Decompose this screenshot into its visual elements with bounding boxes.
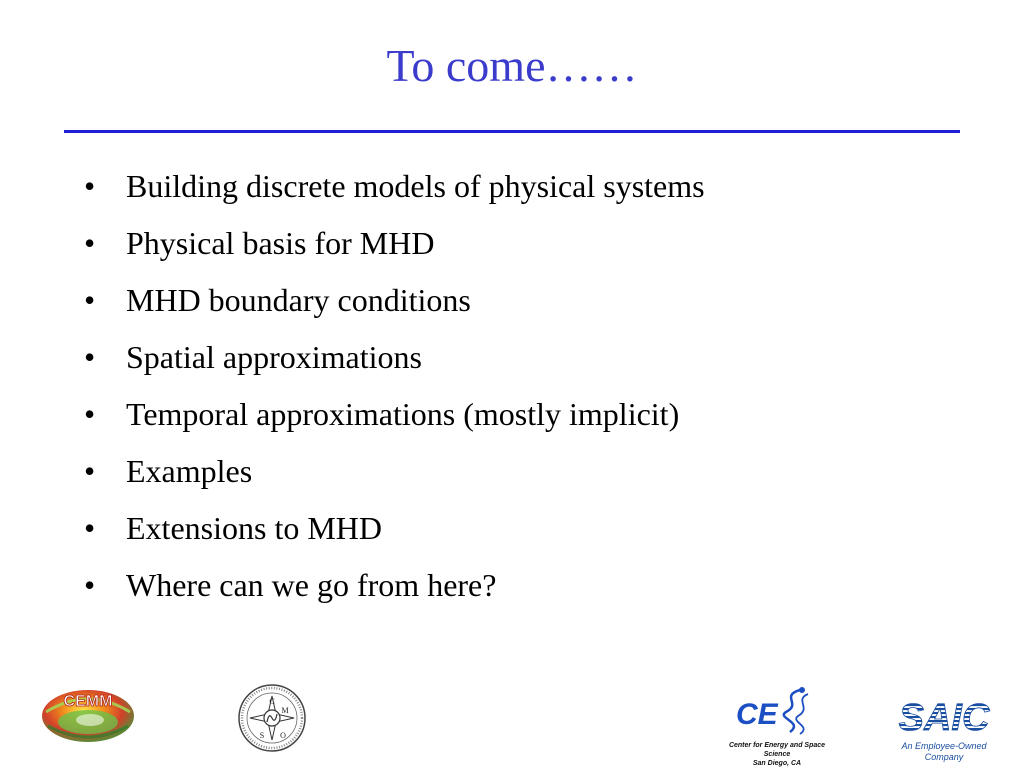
saic-logo-mark	[888, 696, 1000, 736]
cemm-logo	[38, 682, 138, 746]
bullet-text: Building discrete models of physical systems	[126, 168, 705, 204]
cmso-letter-o: O	[280, 731, 286, 740]
bullet-marker: •	[84, 339, 96, 375]
title-divider	[64, 130, 960, 133]
bullet-list	[84, 158, 964, 614]
bullet-text: Temporal approximations (mostly implicit)	[126, 396, 680, 432]
bullet-marker: •	[84, 567, 96, 603]
cmso-letter-s: S	[259, 731, 265, 740]
bullet-text: Extensions to MHD	[126, 510, 382, 546]
list-item	[84, 386, 964, 443]
bullet-marker: •	[84, 168, 96, 204]
list-item	[84, 443, 964, 500]
slide-title: To come……	[386, 40, 638, 91]
list-item	[84, 215, 964, 272]
list-item	[84, 557, 964, 614]
bullet-marker: •	[84, 282, 96, 318]
cess-logo-mark	[716, 684, 838, 736]
cess-caption-line1: Center for Energy and Space Science	[728, 742, 826, 758]
cess-logo-letters: CE	[736, 698, 778, 731]
bullet-marker: •	[84, 453, 96, 489]
bullet-marker: •	[84, 396, 96, 432]
list-item	[84, 158, 964, 215]
saic-logo-letters: SAIC	[898, 697, 990, 736]
bullet-text: Physical basis for MHD	[126, 225, 435, 261]
saic-logo	[888, 696, 1000, 762]
saic-tagline: An Employee-Owned Company	[901, 741, 987, 762]
bullet-marker: •	[84, 225, 96, 261]
list-item	[84, 329, 964, 386]
list-item	[84, 272, 964, 329]
list-item	[84, 500, 964, 557]
cess-caption-line2: San Diego, CA	[752, 760, 802, 767]
bullet-text: Where can we go from here?	[126, 567, 497, 603]
bullet-text: MHD boundary conditions	[126, 282, 471, 318]
bullet-text: Spatial approximations	[126, 339, 422, 375]
cmso-letter-c: C	[269, 697, 275, 706]
cess-logo	[716, 684, 838, 767]
bullet-text: Examples	[126, 453, 253, 489]
bullet-marker: •	[84, 510, 96, 546]
cemm-logo-text: CEMM	[63, 693, 113, 710]
cmso-seal-logo	[236, 682, 308, 754]
cmso-letter-m: M	[281, 706, 289, 715]
